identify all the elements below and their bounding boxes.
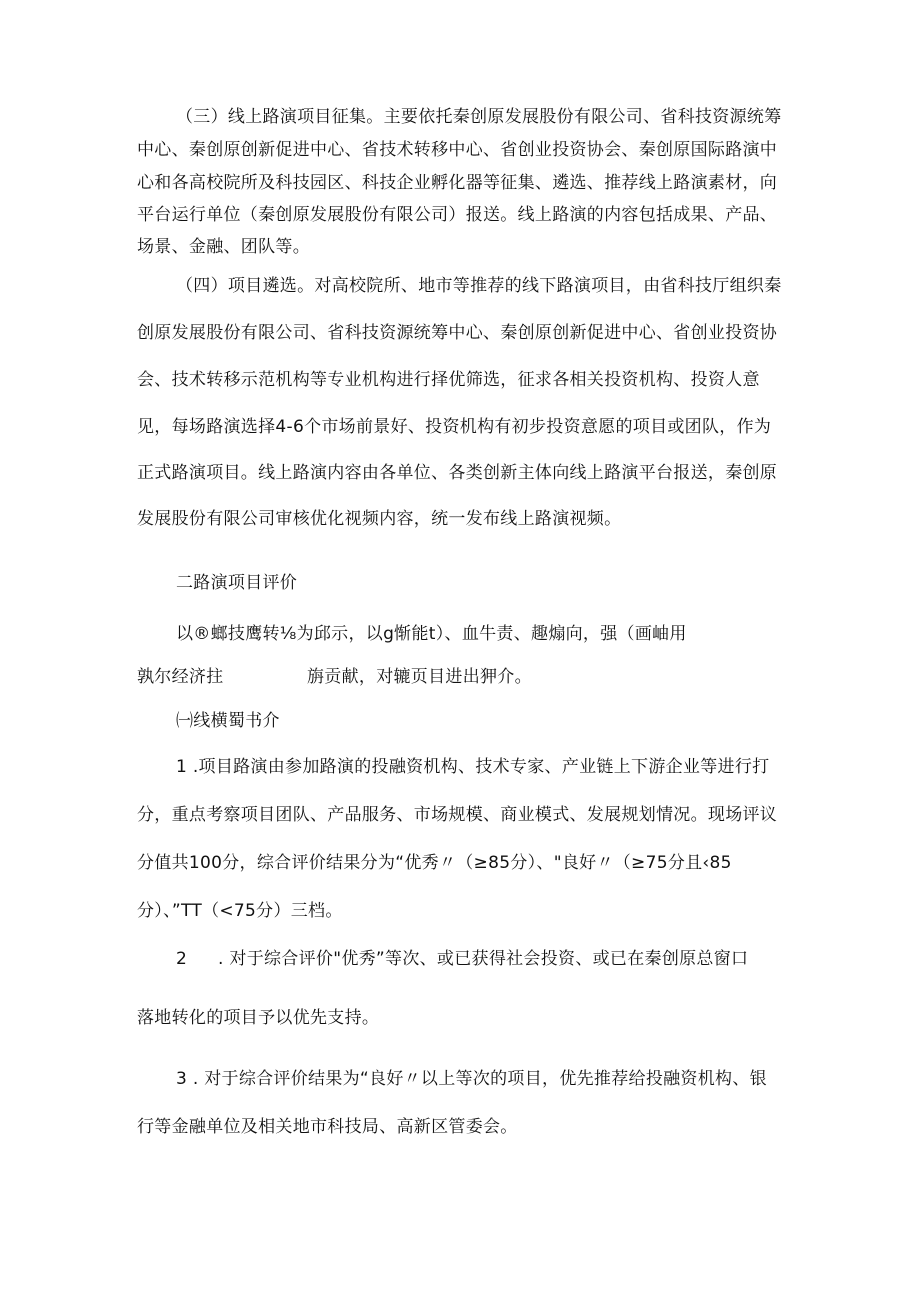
item3-line1: 3 . 对于综合评价结果为“良好〃以上等次的项目，优先推荐给投融资机构、银: [176, 1069, 767, 1089]
para3-line2: 中心、秦创原创新促进中心、省技术转移中心、省创业投资协会、秦创原国际路演中: [137, 140, 778, 160]
para3-line1: （三）线上路演项目征集。主要依托秦创原发展股份有限公司、省科技资源统筹: [176, 107, 782, 127]
para4-line2: 创原发展股份有限公司、省科技资源统筹中心、秦创原创新促进中心、省创业投资协: [137, 323, 778, 343]
item1-line1: 1 .项目路演由参加路演的投融资机构、技术专家、产业链上下游企业等进行打: [176, 757, 770, 777]
item2-number: 2: [176, 949, 188, 969]
para4-line6: 发展股份有限公司审核优化视频内容，统一发布线上路演视频。: [137, 509, 622, 529]
item2-line2: 落地转化的项目予以优先支持。: [137, 1008, 380, 1028]
item1-line3: 分值共100分，综合评价结果分为“优秀〃（≥85分）、"良好〃（≥75分且‹85: [137, 853, 732, 873]
garbled-line1: 以®螂技鹰转⅛为邱示，以g惭能t）、血牛责、趣煽向，强（画岫用: [176, 624, 687, 644]
para4-line5: 正式路演项目。线上路演内容由各单位、各类创新主体向线上路演平台报送，秦创原: [137, 463, 778, 483]
garbled-line2b: 旃贡献，对辘页目进出狎介。: [307, 667, 532, 687]
item3-line2: 行等金融单位及相关地市科技局、高新区管委会。: [137, 1117, 518, 1137]
section-heading: 二路演项目评价: [176, 573, 298, 593]
item2-line1: . 对于综合评价"优秀”等次、或已获得社会投资、或已在秦创原总窗口: [218, 949, 749, 969]
para3-line4: 平台运行单位（秦创原发展股份有限公司）报送。线上路演的内容包括成果、产品、: [137, 205, 778, 225]
para3-line5: 场景、金融、团队等。: [137, 237, 310, 257]
para4-line4: 见，每场路演选择4-6个市场前景好、投资机构有初步投资意愿的项目或团队，作为: [137, 417, 772, 437]
subheading: ㈠线横蜀书介: [176, 711, 280, 731]
para4-line1: （四）项目遴选。对高校院所、地市等推荐的线下路演项目，由省科技厅组织秦: [176, 276, 782, 296]
para4-line3: 会、技术转移示范机构等专业机构进行择优筛选，征求各相关投资机构、投资人意: [137, 370, 760, 390]
garbled-line2a: 孰尔经济拄: [137, 667, 224, 687]
item1-line2: 分，重点考察项目团队、产品服务、市场规模、商业模式、发展规划情况。现场评议: [137, 805, 778, 825]
item1-line4: 分）、”TT（<75分）三档。: [137, 901, 343, 921]
para3-line3: 心和各高校院所及科技园区、科技企业孵化器等征集、遴选、推荐线上路演素材，向: [137, 173, 778, 193]
